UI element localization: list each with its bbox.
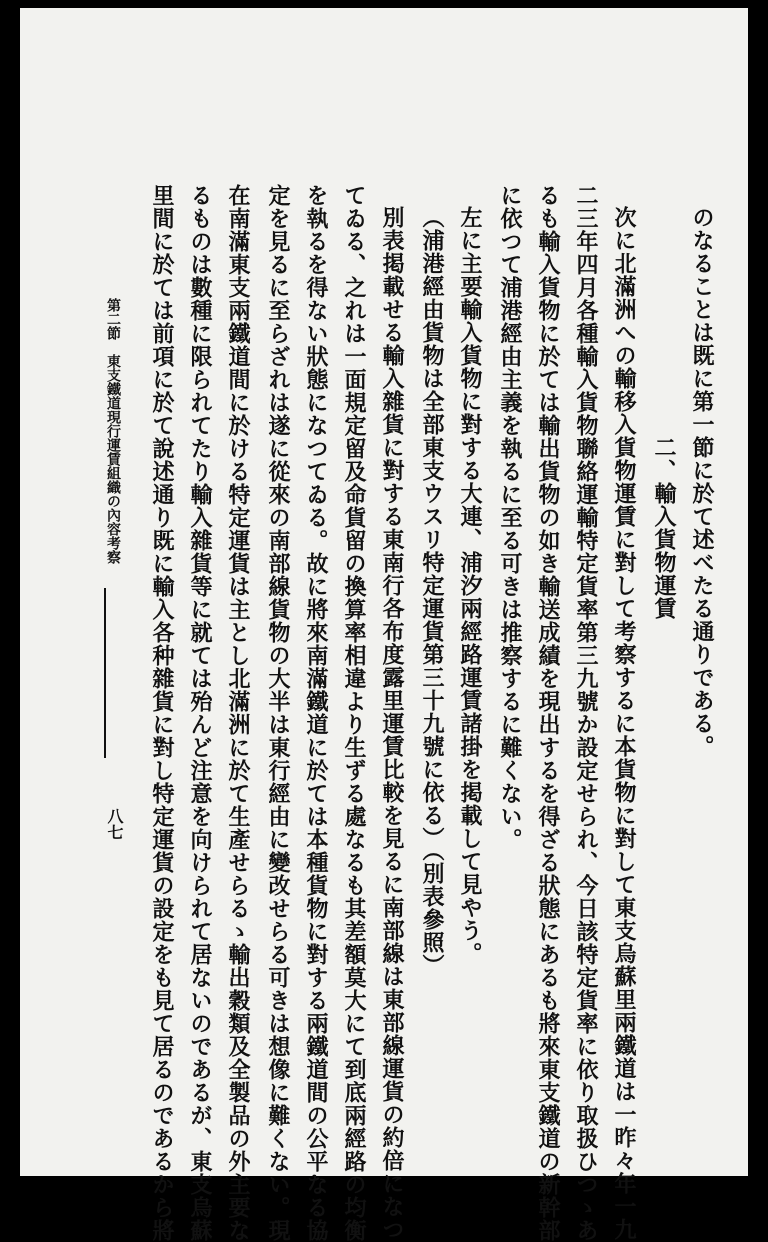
footer-rule [104, 588, 106, 758]
text-column-1: のなることは既に第一節に於て述べたる通りである。 [689, 206, 715, 758]
text-column-5: るも輸入貨物に於ては輸出貨物の如き輸送成績を現出するを得ざる狀態にあるも將來東支鐵道の新幹部 [535, 184, 561, 1242]
text-column-3: 次に北滿洲への輸移入貨物運賃に對して考察するに本貨物に對して東支烏蘇里兩鐵道は一昨々年一九 [611, 206, 637, 1241]
page-number: 八七 [105, 808, 124, 840]
text-column-10: てゐる、之れは一面規定留及命貨留の換算率相違より生ずる處なるも其差額莫大にて到底兩經路の均衡 [341, 184, 367, 1242]
text-column-4: 二三年四月各種輸入貨物聯絡運輸特定貨率第三九號か設定せられ、今日該特定貨率に依り取扱ひつゝあ [573, 184, 599, 1242]
text-column-12: 定を見るに至らざれは遂に從來の南部線貨物の大半は東行經由に變改せらる可きは想像に難くない。現 [265, 184, 291, 1242]
document-page [20, 8, 748, 1242]
text-column-15: 里間に於ては前項に於て說述通り既に輸入各种雜貨に對し特定運貨の設定をも見て居るのであるから將 [149, 184, 175, 1242]
text-column-13: 在南滿東支兩鐵道間に於ける特定運貨は主とし北滿洲に於て生產せらるゝ輸出穀類及全製品の外主要な [225, 184, 251, 1242]
text-column-8: （浦港經由貨物は全部東支ウスリ特定運貨第三十九號に依る）（別表參照） [419, 206, 445, 977]
section-heading: 二、輸入貨物運賃 [651, 206, 677, 620]
running-footer: 第二節 東支鐵道現行運賃組織の內容考察 [105, 298, 121, 564]
text-column-6: に依つて浦港經由主義を執るに至る可きは推察するに難くない。 [497, 184, 523, 851]
text-column-14: るものは數種に限られてたり輸入雜貨等に就ては殆んど注意を向けられて居ないのであるが、東支烏蘇 [187, 184, 213, 1242]
text-column-11: を執るを得ない狀態になつてゐる。故に將來南滿鐵道に於ては本種貨物に對する兩鐵道間の公平なる協 [303, 184, 329, 1242]
text-column-9: 別表掲載せる輸入雜貨に對する東南行各布度露里運賃比較を見るに南部線は東部線運貨の約倍になつ [379, 206, 405, 1241]
text-column-7: 左に主要輸入貨物に對する大連、浦汐兩經路運賃諸掛を掲載して見やう。 [457, 206, 483, 965]
